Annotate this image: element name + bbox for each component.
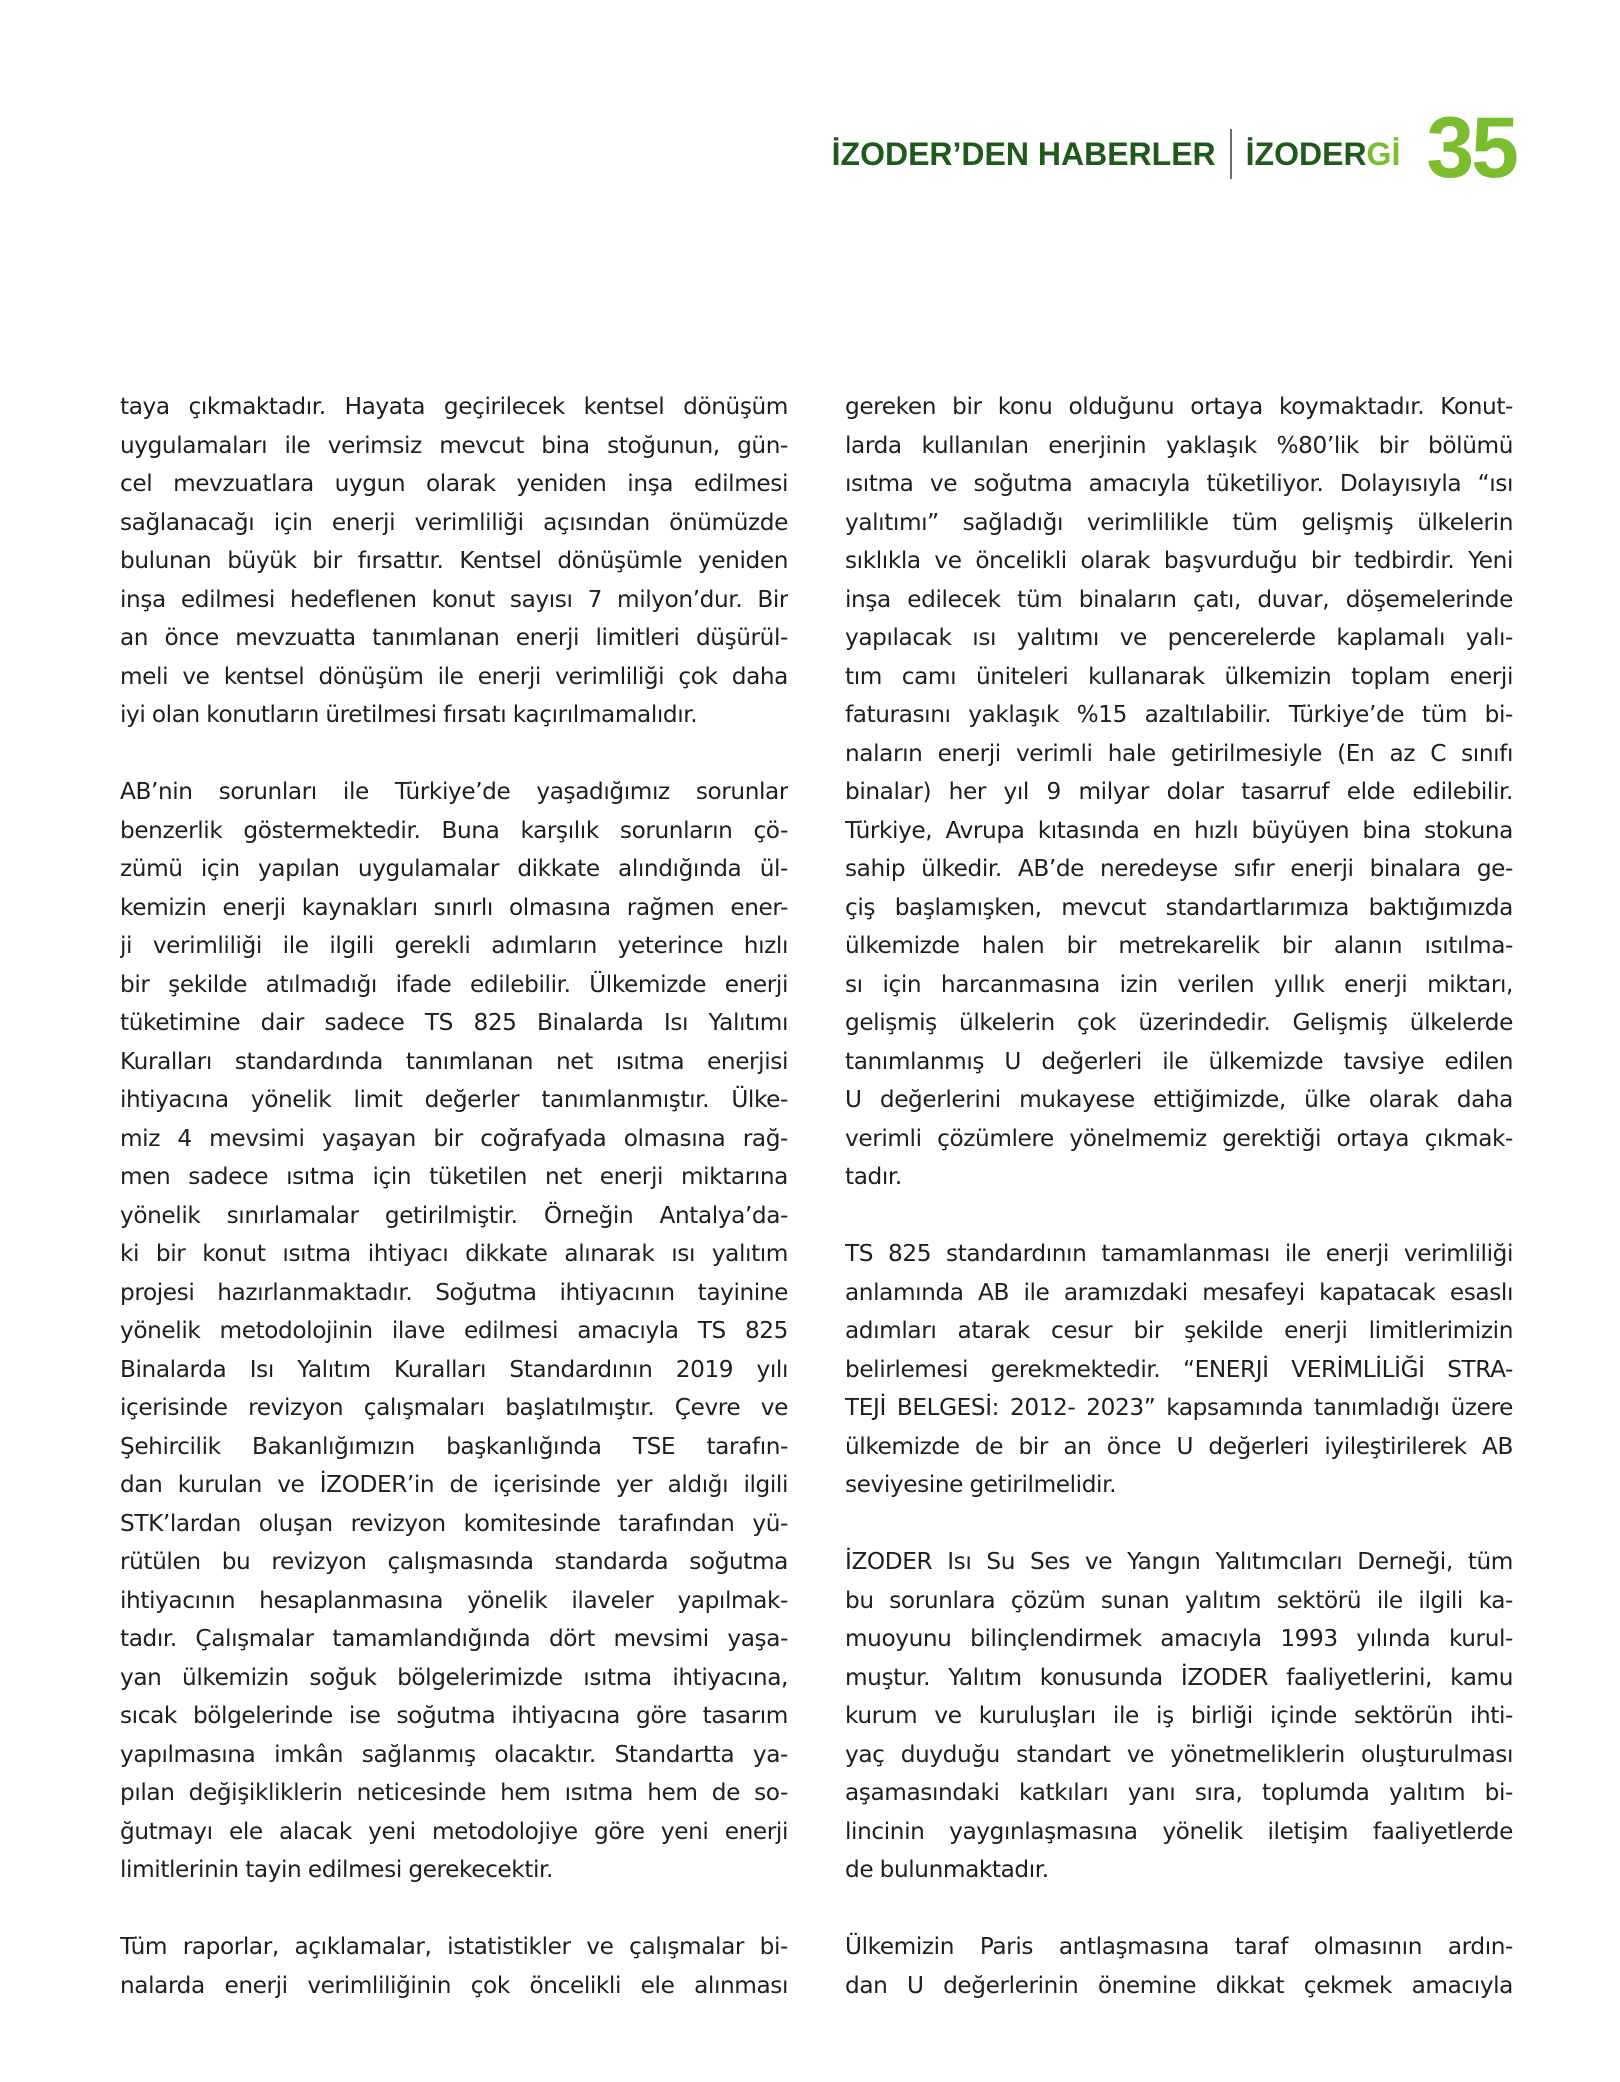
text-line: verimli çözümlere yönelmemiz gerektiği ortaya çıkmak- [845,1124,1513,1152]
text-line: Ülkemizin Paris antlaşmasına taraf olmasının ardın- [845,1933,1513,1960]
paragraph [845,1235,1513,1505]
text-line: yapılmasına imkân sağlanmış olacaktır. Standartta ya- [120,1740,788,1768]
text-line: sağlanacağı için enerji verimliliği açısından önümüzde [120,508,788,536]
text-line: kemizin enerji kaynakları sınırlı olmasına rağmen ener- [120,893,788,921]
text-line: naların enerji verimli hale getirilmesiyle (En az C sınıfı [845,739,1513,767]
text-line: binalar) her yıl 9 milyar dolar tasarruf elde edilebilir. [845,778,1513,805]
text-line: sı için harcanmasına izin verilen yıllık enerji miktarı, [845,970,1513,998]
brand-accent: Gİ [1366,136,1401,172]
magazine-brand [1246,138,1401,170]
text-line: adımları atarak cesur bir şekilde enerji limitlerimizin [845,1317,1513,1344]
text-line: tım camı üniteleri kullanarak ülkemizin toplam enerji [845,662,1513,690]
text-line: benzerlik göstermektedir. Buna karşılık sorunların çö- [120,816,788,844]
text-line: Tüm raporlar, açıklamalar, istatistikler ve çalışmalar bi- [120,1933,788,1960]
text-line: men sadece ısıtma için tüketilen net enerji miktarına [120,1163,788,1190]
paragraph [845,1543,1513,1890]
section-title: İZODER’DEN HABERLER [831,136,1216,172]
brand-main: İZODER [1245,136,1367,172]
text-line: cel mevzuatlara uygun olarak yeniden inşa edilmesi [120,470,788,497]
text-line: bulunan büyük bir fırsattır. Kentsel dönüşümle yeniden [120,547,788,574]
paragraph [845,388,1513,1197]
paragraph [120,773,788,1890]
text-line: yan ülkemizin soğuk bölgelerimizde ısıtma ihtiyacına, [120,1663,788,1691]
text-line: pılan değişikliklerin neticesinde hem ısıtma hem de so- [120,1779,788,1806]
text-line: limitlerinin tayin edilmesi gerekecektir. [120,1856,554,1883]
text-line: seviyesine getirilmelidir. [845,1471,1117,1498]
paragraph [120,1928,788,2005]
text-line: an önce mevzuatta tanımlanan enerji limitleri düşürül- [120,624,788,651]
text-line: kurum ve kuruluşları ile iş birliği içinde sektörün ihti- [845,1702,1513,1729]
text-line: tanımlanmış U değerleri ile ülkemizde tavsiye edilen [845,1047,1513,1075]
text-line: ki bir konut ısıtma ihtiyacı dikkate alınarak ısı yalıtım [120,1240,788,1267]
text-line: meli ve kentsel dönüşüm ile enerji verimliliği çok daha [120,662,788,690]
page-number: 35 [1426,100,1516,196]
text-line: TEJİ BELGESİ: 2012- 2023” kapsamında tanımladığı üzere [845,1394,1513,1421]
text-line: yalıtımı” sağladığı verimlilikle tüm gelişmiş ülkelerin [845,508,1513,536]
header-divider [1230,129,1232,179]
text-line: STK’lardan oluşan revizyon komitesinde tarafından yü- [120,1509,788,1537]
text-line: Binalarda Isı Yalıtım Kuralları Standardının 2019 yılı [120,1355,788,1383]
text-line: ülkemizde de bir an önce U değerleri iyileştirilerek AB [845,1432,1513,1460]
text-line: dan kurulan ve İZODER’in de içerisinde yer aldığı ilgili [120,1471,788,1498]
text-line: lincinin yaygınlaşmasına yönelik iletişim faaliyetlerde [845,1817,1513,1845]
text-line: çiş başlamışken, mevcut standartlarımıza baktığımızda [845,893,1513,921]
text-line: AB’nin sorunları ile Türkiye’de yaşadığımız sorunlar [120,778,788,805]
text-line: tadır. Çalışmalar tamamlandığında dört mevsimi yaşa- [120,1625,788,1652]
text-line: projesi hazırlanmaktadır. Soğutma ihtiyacının tayinine [120,1278,788,1306]
text-line: taya çıkmaktadır. Hayata geçirilecek kentsel dönüşüm [120,393,788,420]
text-line: Türkiye, Avrupa kıtasında en hızlı büyüyen bina stokuna [845,816,1513,844]
text-line: inşa edilecek tüm binaların çatı, duvar, döşemelerinde [845,585,1513,613]
paragraph [120,388,788,735]
text-line: içerisinde revizyon çalışmaları başlatılmıştır. Çevre ve [120,1394,788,1421]
text-line: yapılacak ısı yalıtımı ve pencerelerde kaplamalı yalı- [845,624,1513,651]
text-line: belirlemesi gerekmektedir. “ENERJİ VERİMLİLİĞİ STRA- [845,1355,1513,1383]
text-line: ihtiyacına yönelik limit değerler tanımlanmıştır. Ülke- [120,1086,788,1113]
text-line: U değerlerini mukayese ettiğimizde, ülke olarak daha [845,1086,1513,1113]
text-line: yönelik metodolojinin ilave edilmesi amacıyla TS 825 [120,1317,788,1344]
text-line: TS 825 standardının tamamlanması ile enerji verimliliği [845,1240,1513,1267]
text-line: yönelik sınırlamalar getirilmiştir. Örneğin Antalya’da- [120,1201,788,1229]
text-line: ji verimliliği ile ilgili gerekli adımların yeterince hızlı [120,932,788,959]
text-line: miz 4 mevsimi yaşayan bir coğrafyada olmasına rağ- [120,1124,788,1152]
text-line: sıcak bölgelerinde ise soğutma ihtiyacına göre tasarım [120,1702,788,1729]
text-line: inşa edilmesi hedeflenen konut sayısı 7 milyon’dur. Bir [120,585,788,613]
text-line: uygulamaları ile verimsiz mevcut bina stoğunun, gün- [120,431,788,459]
text-line: muoyunu bilinçlendirmek amacıyla 1993 yılında kurul- [845,1625,1513,1652]
text-line: tüketimine dair sadece TS 825 Binalarda Isı Yalıtımı [120,1009,788,1036]
text-line: de bulunmaktadır. [845,1856,1049,1883]
text-line: nalarda enerji verimliliğinin çok öncelikli ele alınması [120,1971,788,1999]
text-line: gereken bir konu olduğunu ortaya koymaktadır. Konut- [845,393,1513,420]
left-column [120,388,788,2044]
text-line: tadır. [845,1163,902,1190]
text-line: ihtiyacının hesaplanmasına yönelik ilaveler yapılmak- [120,1586,788,1614]
paragraph [845,1928,1513,2005]
text-line: larda kullanılan enerjinin yaklaşık %80’lik bir bölümü [845,431,1513,459]
right-column [845,388,1513,2044]
text-line: ülkemizde halen bir metrekarelik bir alanın ısıtılma- [845,932,1513,959]
text-line: anlamında AB ile aramızdaki mesafeyi kapatacak esaslı [845,1278,1513,1306]
text-line: ısıtma ve soğutma amacıyla tüketiliyor. Dolayısıyla “ısı [845,470,1513,497]
text-line: muştur. Yalıtım konusunda İZODER faaliyetlerini, kamu [845,1663,1513,1691]
text-line: bir şekilde atılmadığı ifade edilebilir. Ülkemizde enerji [120,970,788,998]
text-line: ğutmayı ele alacak yeni metodolojiye göre yeni enerji [120,1817,788,1845]
text-line: iyi olan konutların üretilmesi fırsatı kaçırılmamalıdır. [120,701,698,728]
text-line: zümü için yapılan uygulamalar dikkate alındığında ül- [120,855,788,882]
text-line: Kuralları standardında tanımlanan net ısıtma enerjisi [120,1047,788,1075]
text-line: rütülen bu revizyon çalışmasında standarda soğutma [120,1548,788,1575]
page-header [831,100,1516,196]
text-line: faturasını yaklaşık %15 azaltılabilir. Türkiye’de tüm bi- [845,701,1513,728]
text-line: bu sorunlara çözüm sunan yalıtım sektörü ile ilgili ka- [845,1586,1513,1614]
text-line: İZODER Isı Su Ses ve Yangın Yalıtımcıları Derneği, tüm [845,1548,1513,1575]
text-line: sıklıkla ve öncelikli olarak başvurduğu bir tedbirdir. Yeni [845,547,1513,574]
text-line: aşamasındaki katkıları yanı sıra, toplumda yalıtım bi- [845,1779,1513,1806]
text-line: gelişmiş ülkelerin çok üzerindedir. Gelişmiş ülkelerde [845,1009,1513,1036]
text-line: dan U değerlerinin önemine dikkat çekmek amacıyla [845,1971,1513,1999]
text-line: Şehircilik Bakanlığımızın başkanlığında TSE tarafın- [120,1432,788,1460]
text-line: sahip ülkedir. AB’de neredeyse sıfır enerji binalara ge- [845,855,1513,882]
text-line: yaç duyduğu standart ve yönetmeliklerin oluşturulması [845,1740,1513,1768]
